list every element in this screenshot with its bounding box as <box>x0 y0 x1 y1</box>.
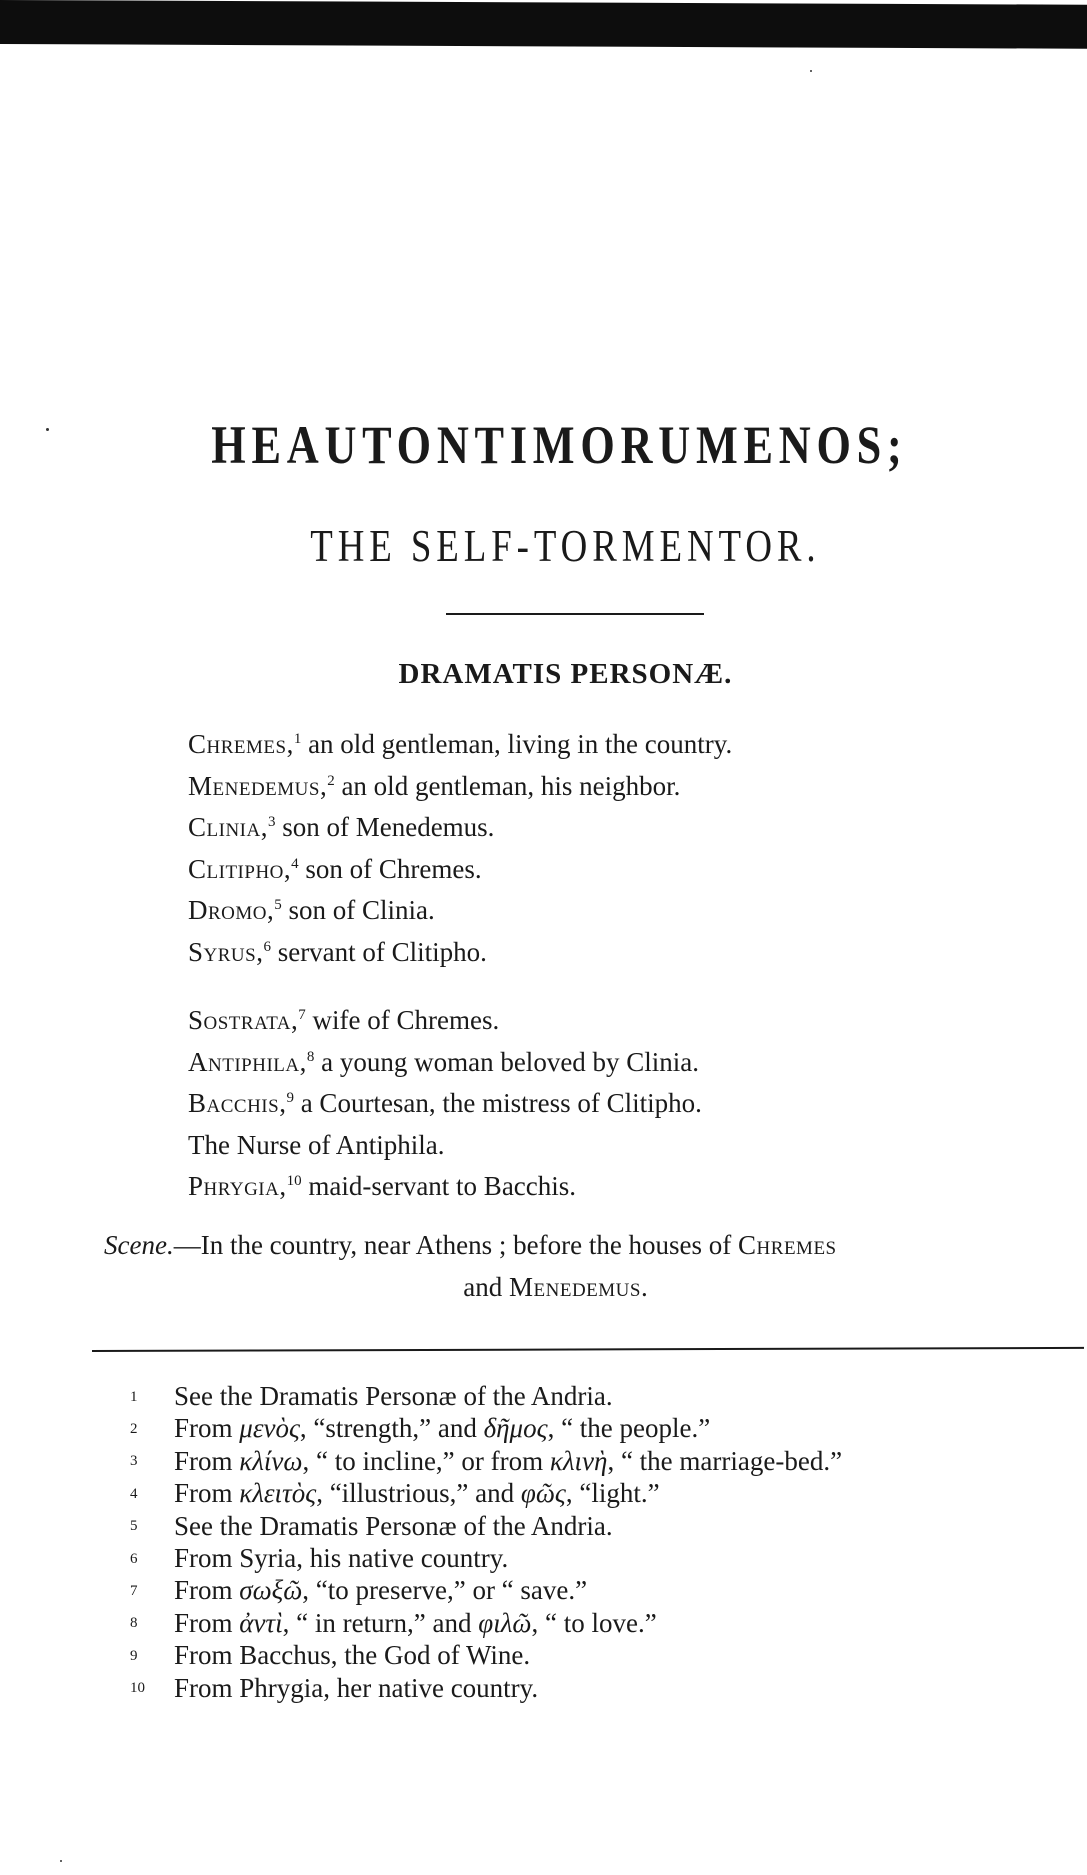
footnote-text: See the Dramatis Personæ of the Andria. <box>174 1510 613 1541</box>
footnote-number: 1 <box>130 1388 138 1405</box>
cast-entry <box>188 1042 702 1084</box>
cast-entry <box>188 890 732 932</box>
greek-word: φιλῶ <box>478 1607 532 1638</box>
footnote-text: From <box>174 1413 240 1444</box>
footnote-text: From <box>174 1575 240 1606</box>
footnote-text: , “strength,” and <box>299 1413 484 1444</box>
character-description: servant of Clitipho. <box>270 936 487 967</box>
footnote-text: , “ the marriage-bed.” <box>607 1445 843 1476</box>
greek-word: κλίνω <box>239 1445 303 1476</box>
cast-entry <box>188 1125 702 1167</box>
scene-house-name: Chremes <box>738 1230 837 1260</box>
character-description: an old gentleman, living in the country. <box>301 729 733 759</box>
footnote <box>130 1639 842 1671</box>
character-name: Syrus, <box>188 936 264 967</box>
scene-end: . <box>640 1272 648 1302</box>
footnote-number: 2 <box>130 1420 138 1437</box>
character-description: The Nurse of Antiphila. <box>188 1129 445 1160</box>
footnote-number: 5 <box>130 1518 138 1535</box>
scene-text: and <box>463 1272 510 1302</box>
footnote-number: 8 <box>130 1615 138 1632</box>
footnote-number: 7 <box>130 1582 138 1599</box>
footnote-ref: 9 <box>286 1090 294 1107</box>
greek-word: κλειτὸς <box>239 1478 317 1509</box>
footnote-text: , “ in return,” and <box>282 1607 479 1638</box>
dramatis-personae-heading: DRAMATIS PERSONÆ. <box>398 658 733 690</box>
footnote <box>130 1380 842 1412</box>
footnote-text: See the Dramatis Personæ of the Andria. <box>174 1381 613 1411</box>
cast-entry <box>188 932 732 974</box>
cast-entry <box>188 1000 702 1042</box>
footnote-text: , “ to incline,” or from <box>302 1445 550 1476</box>
footnote-text: From <box>174 1445 240 1476</box>
character-description: a young woman beloved by Clinia. <box>314 1046 700 1077</box>
footnote-ref: 3 <box>267 814 276 831</box>
greek-word: φῶς <box>520 1478 566 1509</box>
scene-description-continued <box>0 1268 1087 1306</box>
footnote-text: , “ the people.” <box>547 1413 711 1444</box>
character-name: Clinia, <box>188 812 268 843</box>
footnote-text: From <box>174 1607 240 1638</box>
character-name: Antiphila, <box>188 1046 307 1077</box>
footnote <box>130 1510 842 1542</box>
footnote-ref: 8 <box>306 1048 315 1065</box>
footnote-text: , “light.” <box>565 1478 660 1509</box>
scene-house-name: Menedemus <box>509 1272 641 1302</box>
character-name: Menedemus, <box>188 770 328 801</box>
scan-speck <box>810 70 812 72</box>
footnote-text: From Bacchus, the God of Wine. <box>174 1640 531 1671</box>
footnote-text: , “illustrious,” and <box>316 1478 521 1509</box>
footnote-text: , “ to love.” <box>531 1607 657 1638</box>
footnote-ref: 2 <box>327 772 335 789</box>
character-name: Sostrata, <box>188 1005 299 1035</box>
scan-top-border <box>0 0 1087 49</box>
scene-text: —In the country, near Athens ; before the houses of <box>173 1230 739 1260</box>
scan-speck <box>60 1860 62 1862</box>
greek-word: δῆμος <box>483 1413 548 1444</box>
character-name: Clitipho, <box>188 853 292 884</box>
footnote-number: 3 <box>130 1453 138 1470</box>
footnote <box>130 1672 842 1704</box>
cast-entry <box>188 849 732 891</box>
scene-label: Scene. <box>104 1230 174 1260</box>
footnote-text: From <box>174 1478 240 1509</box>
footnote-number: 10 <box>130 1680 145 1697</box>
footnote-text: From Phrygia, her native country. <box>174 1672 539 1703</box>
scan-speck <box>46 428 49 431</box>
footnote <box>130 1574 842 1606</box>
character-description: maid-servant to Bacchis. <box>301 1171 577 1202</box>
footnote <box>130 1445 842 1477</box>
greek-word: ἀντὶ <box>239 1607 283 1638</box>
character-description: son of Chremes. <box>298 853 482 884</box>
title-divider <box>446 613 704 615</box>
greek-word: σωξῶ <box>239 1575 303 1606</box>
footnote-ref: 7 <box>298 1007 306 1023</box>
cast-list-men <box>188 724 732 974</box>
cast-entry <box>188 1083 702 1125</box>
cast-entry <box>188 807 732 849</box>
cast-entry <box>188 1166 702 1208</box>
greek-word: μενὸς <box>239 1413 300 1444</box>
footnote <box>130 1542 842 1574</box>
play-title: HEAUTONTIMORUMENOS; <box>211 415 908 475</box>
footnote-divider <box>92 1347 1084 1352</box>
footnote-ref: 1 <box>293 731 302 747</box>
footnote-text: From Syria, his native country. <box>174 1542 509 1573</box>
footnote <box>130 1607 842 1639</box>
footnote <box>130 1412 842 1444</box>
footnote-text: , “to preserve,” or “ save.” <box>302 1575 588 1606</box>
play-subtitle: THE SELF-TORMENTOR. <box>310 521 821 571</box>
character-description: wife of Chremes. <box>305 1005 500 1035</box>
footnote <box>130 1477 842 1509</box>
character-name: Chremes, <box>188 729 294 759</box>
character-description: son of Clinia. <box>281 895 435 926</box>
greek-word: κλινὴ <box>549 1445 608 1476</box>
cast-list-women <box>188 1000 702 1208</box>
footnote-ref: 4 <box>291 855 299 872</box>
footnote-number: 4 <box>130 1485 138 1502</box>
scene-description <box>104 1226 1079 1264</box>
character-name: Phrygia, <box>188 1171 287 1202</box>
footnotes-list <box>130 1380 842 1704</box>
character-description: a Courtesan, the mistress of Clitipho. <box>293 1088 702 1119</box>
cast-entry <box>188 724 732 766</box>
footnote-number: 6 <box>130 1550 138 1567</box>
footnote-ref: 5 <box>274 897 282 914</box>
cast-entry <box>188 766 732 808</box>
character-name: Bacchis, <box>188 1088 287 1119</box>
footnote-number: 9 <box>130 1647 138 1664</box>
footnote-ref: 10 <box>286 1173 302 1190</box>
character-description: an old gentleman, his neighbor. <box>334 770 681 801</box>
character-description: son of Menedemus. <box>275 812 495 843</box>
character-name: Dromo, <box>188 895 275 926</box>
footnote-ref: 6 <box>263 938 271 955</box>
